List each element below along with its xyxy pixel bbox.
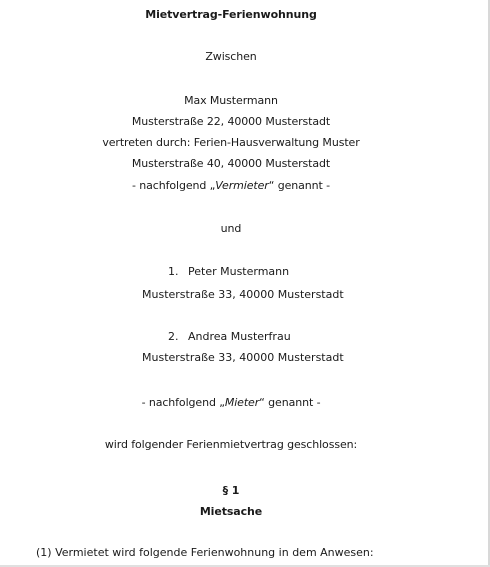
tenant-2-address: Musterstraße 33, 40000 Musterstadt bbox=[142, 351, 344, 364]
tenant-1-name-line bbox=[168, 265, 289, 279]
tenant-2-number: 2. bbox=[168, 330, 179, 343]
tenant-2-name-line bbox=[168, 330, 291, 344]
landlord-representative: vertreten durch: Ferien-Hausverwaltung Muster bbox=[102, 136, 360, 149]
landlord-name: Max Mustermann bbox=[184, 94, 278, 107]
tenant-1-address: Musterstraße 33, 40000 Musterstadt bbox=[142, 288, 344, 301]
and-label: und bbox=[220, 222, 242, 235]
representative-address: Musterstraße 40, 40000 Musterstadt bbox=[131, 157, 331, 170]
tenant-designation-term: Mieter bbox=[224, 396, 260, 409]
landlord-address: Musterstraße 22, 40000 Musterstadt bbox=[131, 115, 331, 128]
tenant-designation-suffix: “ genannt - bbox=[259, 396, 321, 409]
conclusion-text: wird folgender Ferienmietvertrag geschlossen: bbox=[104, 438, 358, 451]
designation-prefix: - nachfolgend „ bbox=[132, 179, 216, 192]
tenant-1-name: Peter Mustermann bbox=[188, 265, 290, 278]
tenant-2-name: Andrea Musterfrau bbox=[188, 330, 291, 343]
section-title: Mietsache bbox=[199, 505, 263, 518]
tenant-designation-prefix: - nachfolgend „ bbox=[141, 396, 225, 409]
section-paragraph-1: (1) Vermietet wird folgende Ferienwohnung in dem Anwesen: bbox=[36, 546, 374, 559]
tenant-designation bbox=[0, 396, 462, 410]
section-number: § 1 bbox=[222, 484, 240, 497]
landlord-designation bbox=[0, 179, 462, 193]
between-label: Zwischen bbox=[205, 50, 257, 63]
document-title: Mietvertrag-Ferienwohnung bbox=[145, 8, 317, 21]
designation-term: Vermieter bbox=[215, 179, 269, 192]
tenant-1-number: 1. bbox=[168, 265, 179, 278]
designation-suffix: “ genannt - bbox=[268, 179, 330, 192]
